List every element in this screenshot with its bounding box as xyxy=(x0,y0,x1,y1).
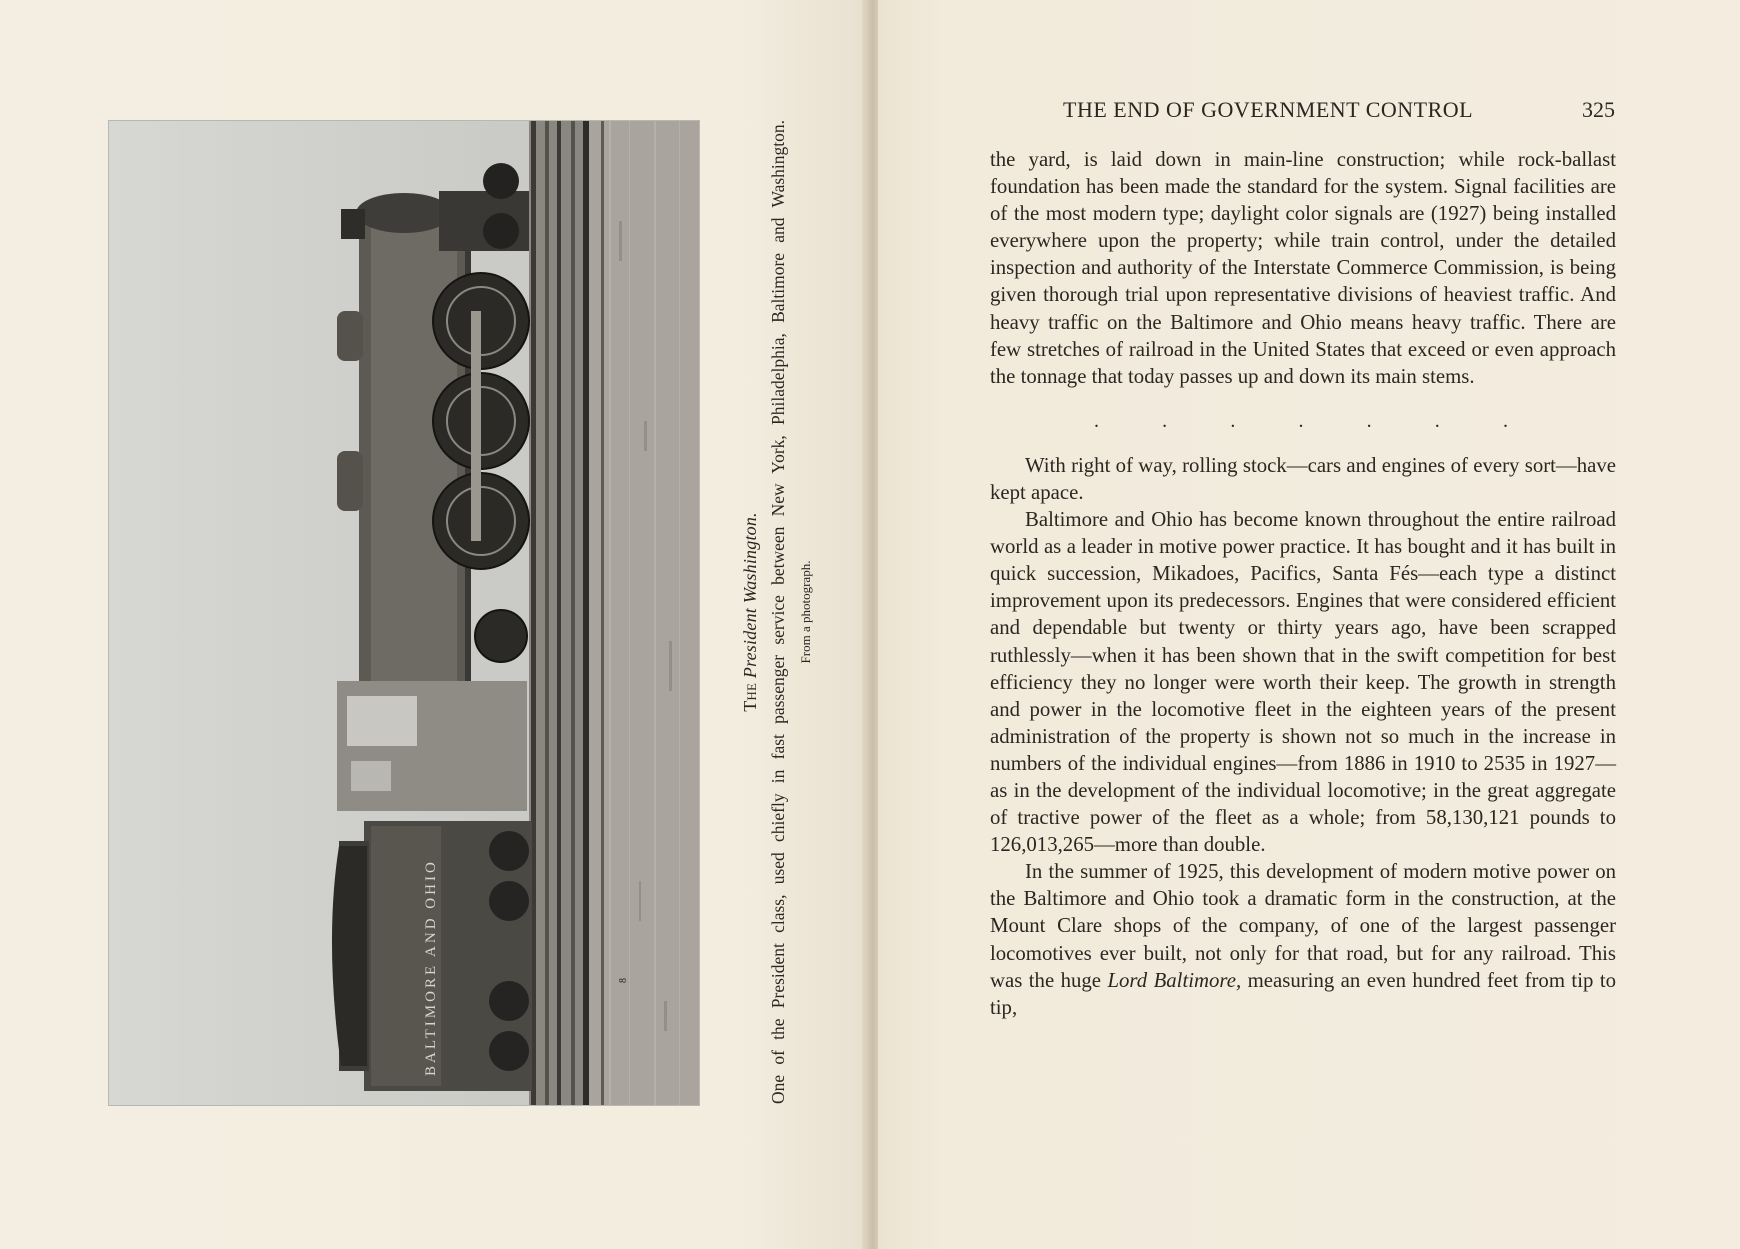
photo-caption xyxy=(740,120,830,1104)
caption-title xyxy=(740,120,761,1104)
caption-title-name: President Washington. xyxy=(740,512,760,679)
separator-dot: . xyxy=(1094,409,1099,432)
paragraph-2: With right of way, rolling stock—cars and engines of every sort—have kept apace. xyxy=(990,453,1616,504)
caption-title-prefix: The xyxy=(740,682,760,712)
separator-dot: . xyxy=(1502,409,1508,432)
paragraph-1: the yard, is laid down in main-line construction; while rock-ballast foundation has been made the standard for the system. Signal facilities are of the most modern type; daylight color signals are (1927) being installed everywhere upon the property; while train control, under the detailed inspection and authority of the Interstate Commerce Commission, is being given thorough trial upon representative divisions of heaviest traffic. And heavy traffic on the Baltimore and Ohio means heavy traffic. There are few stretches of railroad in the United States that exceed or even approach the tonnage that today passes up and down its main stems. xyxy=(990,148,1616,388)
page-number: 325 xyxy=(1582,97,1615,122)
caption-credit: From a photograph. xyxy=(798,560,813,664)
running-head: THE END OF GOVERNMENT CONTROL xyxy=(1063,97,1474,122)
tender-lettering: BALTIMORE AND OHIO xyxy=(423,859,439,1076)
paragraph-3: Baltimore and Ohio has become known throughout the entire railroad world as a leader in motive power practice. It has bought and it has built in quick succession, Mikadoes, Pacifics, Santa Fés—each type a distinct improvement upon its predecessors. Engines that were considered efficient and dependable but twenty or thirty years ago, have been scrapped ruthlessly—when it has been shown that in the swift competition for best efficiency they no longer were worth their keep. The growth in strength and power in the locomotive fleet in the eighteen years of the present administration of the property is shown not so much in the increase in numbers of the individual engines—from 1886 in 1910 to 2535 in 1927—as in the development of the individual locomotive; in the great aggregate of tractive power of the fleet as a whole; from 58,130,121 pounds to 126,013,265—more than double. xyxy=(990,508,1616,857)
separator-dot: . xyxy=(1162,409,1168,432)
separator-dot: . xyxy=(1298,409,1304,432)
locomotive-photograph xyxy=(108,120,700,1106)
separator-dot: . xyxy=(1366,409,1372,432)
separator-dot: . xyxy=(1230,409,1236,432)
svg-text:8: 8 xyxy=(618,978,629,983)
separator-dot: . xyxy=(1434,409,1440,432)
locomotive-name: Lord Baltimore, xyxy=(1107,968,1242,992)
body-text xyxy=(990,146,1616,1021)
paragraph-4-start: In the summer of 1925, this development of modern motive power on the Baltimore and Ohio took a dramatic form in the construction, at the Mount Clare shops of the company, of one of the largest passenger locomotives ever built, not only for that road, but for any railroad. This was the huge xyxy=(990,860,1616,992)
section-separator xyxy=(1094,410,1508,432)
caption-description: One of the President class, used chiefly in fast passenger service between New York, Philadelphia, Baltimore and Washington. xyxy=(768,120,788,1104)
paragraph-4-end: measuring an even hundred feet from tip to tip, xyxy=(990,968,1616,1019)
paragraph-4 xyxy=(990,858,1616,1021)
